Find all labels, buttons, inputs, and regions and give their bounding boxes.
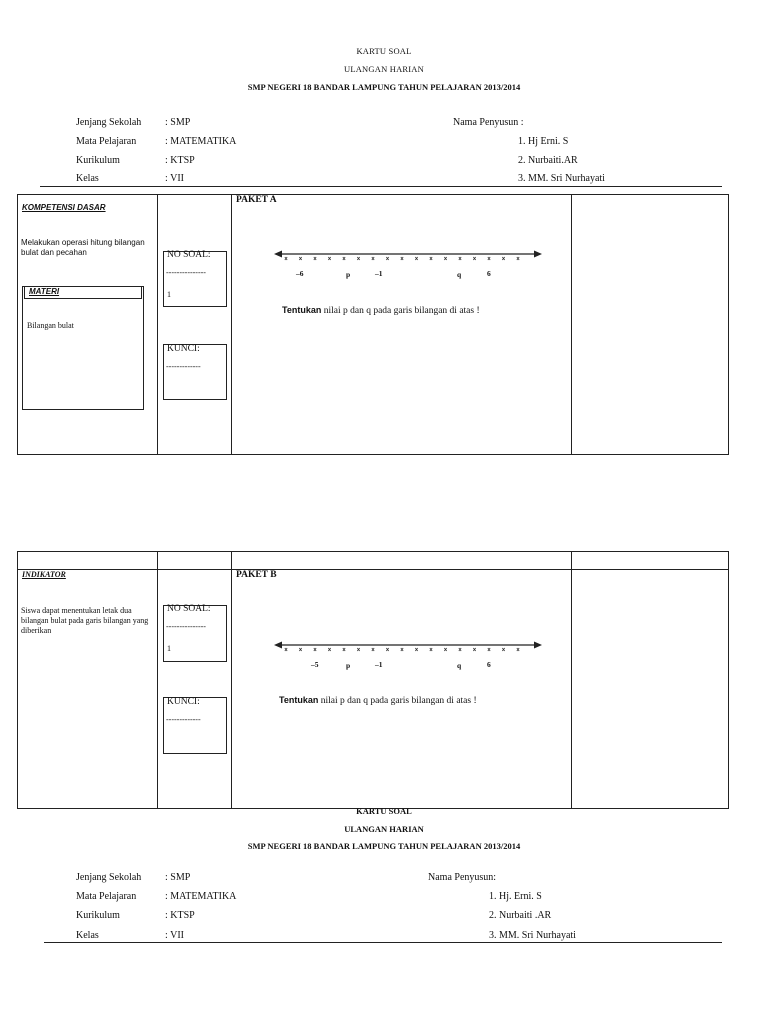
header2-penyusun-label: Nama Penyusun: — [428, 872, 497, 883]
header2-field-value-3: : VII — [165, 930, 184, 941]
header2-penyusun-0: 1. Hj. Erni. S — [489, 891, 542, 902]
header1-field-label-0: Jenjang Sekolah — [76, 117, 142, 128]
card-b-ticks — [285, 648, 519, 651]
card-a-materi-label: MATERI — [29, 287, 60, 296]
header2-field-label-0: Jenjang Sekolah — [76, 872, 142, 883]
header1-title-kartu-soal: KARTU SOAL — [356, 46, 412, 56]
card-a-label-4: 6 — [487, 269, 491, 278]
card-a-no-soal-value: 1 — [167, 290, 171, 299]
card-b-label-1: p — [346, 661, 351, 670]
card-a-no-soal-label: NO SOAL: — [167, 250, 211, 260]
header2-field-label-1: Mata Pelajaran — [76, 891, 137, 902]
card-a-question — [282, 305, 480, 316]
card-b-label-3: q — [457, 661, 462, 670]
card-b-no-soal-dash: --------------- — [166, 622, 206, 631]
card-a-label-3: q — [457, 270, 462, 279]
card-a-label-2: –1 — [375, 269, 383, 278]
card-a-divider-2 — [231, 194, 232, 455]
card-a-paket-title: PAKET A — [236, 195, 277, 205]
header2-title-school: SMP NEGERI 18 BANDAR LAMPUNG TAHUN PELAJARAN 2013/2014 — [247, 841, 521, 851]
card-b-divider-2 — [231, 551, 232, 809]
card-b-kunci-dash: ------------- — [166, 715, 201, 724]
card-a-divider-3 — [571, 194, 572, 455]
header1-field-label-1: Mata Pelajaran — [76, 136, 137, 147]
header2-field-label-3: Kelas — [76, 930, 99, 941]
card-b-frame — [17, 551, 729, 809]
header2-title-ulangan: ULANGAN HARIAN — [344, 824, 424, 834]
card-b-indikator-text: Siswa dapat menentukan letak dua bilangan bulat pada garis bilangan yang diberikan — [21, 606, 149, 635]
card-a-kompetensi-label: KOMPETENSI DASAR — [22, 203, 106, 212]
header1-rule — [40, 186, 722, 187]
header1-field-value-1: : MATEMATIKA — [165, 136, 237, 147]
header2-field-label-2: Kurikulum — [76, 910, 120, 921]
header1-penyusun-0: 1. Hj Erni. S — [518, 136, 569, 147]
card-b-divider-3 — [571, 551, 572, 809]
header2-title-kartu-soal: KARTU SOAL — [356, 806, 412, 816]
card-a-label-1: p — [346, 270, 351, 279]
header2-field-value-2: : KTSP — [165, 910, 195, 921]
card-a-ticks — [285, 257, 519, 260]
card-a-divider-1 — [157, 194, 158, 455]
header1-field-label-3: Kelas — [76, 173, 99, 184]
card-b-top-row-line — [17, 569, 729, 570]
card-b-question — [279, 695, 477, 706]
card-a-kompetensi-text: Melakukan operasi hitung bilangan bulat dan pecahan — [21, 238, 145, 257]
card-b-axis — [274, 642, 542, 649]
card-a-axis — [274, 251, 542, 258]
header1-field-value-3: : VII — [165, 173, 184, 184]
card-a-label-0: –6 — [296, 269, 304, 278]
card-a-materi-box — [22, 286, 144, 410]
card-b-paket-title: PAKET B — [236, 570, 277, 580]
card-b-indikator-label: INDIKATOR — [22, 570, 66, 579]
card-b-question-bold: Tentukan — [279, 695, 319, 705]
header2-penyusun-2: 3. MM. Sri Nurhayati — [489, 930, 576, 941]
header1-title-ulangan: ULANGAN HARIAN — [343, 64, 424, 74]
card-b-number-line — [270, 635, 550, 675]
header1-penyusun-1: 2. Nurbaiti.AR — [518, 155, 578, 166]
header1-penyusun-2: 3. MM. Sri Nurhayati — [518, 173, 605, 184]
card-b-no-soal-label: NO SOAL: — [167, 604, 211, 614]
card-a-no-soal-dash: --------------- — [166, 268, 206, 277]
header2-penyusun-1: 2. Nurbaiti .AR — [489, 910, 552, 921]
card-b-label-4: 6 — [487, 660, 491, 669]
card-a-number-line — [270, 244, 550, 284]
header1-field-label-2: Kurikulum — [76, 155, 120, 166]
header2-rule — [44, 942, 722, 943]
card-a-kunci-dash: ------------- — [166, 362, 201, 371]
card-a-materi-text: Bilangan bulat — [27, 321, 74, 330]
card-b-label-2: –1 — [375, 660, 383, 669]
card-a-kunci-label: KUNCI: — [167, 344, 200, 354]
card-b-divider-1 — [157, 551, 158, 809]
card-b-no-soal-value: 1 — [167, 644, 171, 653]
card-a-question-bold: Tentukan — [282, 305, 322, 315]
header1-penyusun-label: Nama Penyusun : — [453, 117, 524, 128]
header1-field-value-2: : KTSP — [165, 155, 195, 166]
header1-field-value-0: : SMP — [165, 117, 191, 128]
card-a-question-rest: nilai p dan q pada garis bilangan di atas ! — [321, 306, 480, 316]
card-b-kunci-label: KUNCI: — [167, 697, 200, 707]
header2-field-value-1: : MATEMATIKA — [165, 891, 237, 902]
card-b-label-0: –5 — [311, 660, 319, 669]
header1-title-school: SMP NEGERI 18 BANDAR LAMPUNG TAHUN PELAJARAN 2013/2014 — [247, 82, 521, 92]
header2-field-value-0: : SMP — [165, 872, 191, 883]
card-b-question-rest: nilai p dan q pada garis bilangan di atas ! — [318, 696, 477, 706]
